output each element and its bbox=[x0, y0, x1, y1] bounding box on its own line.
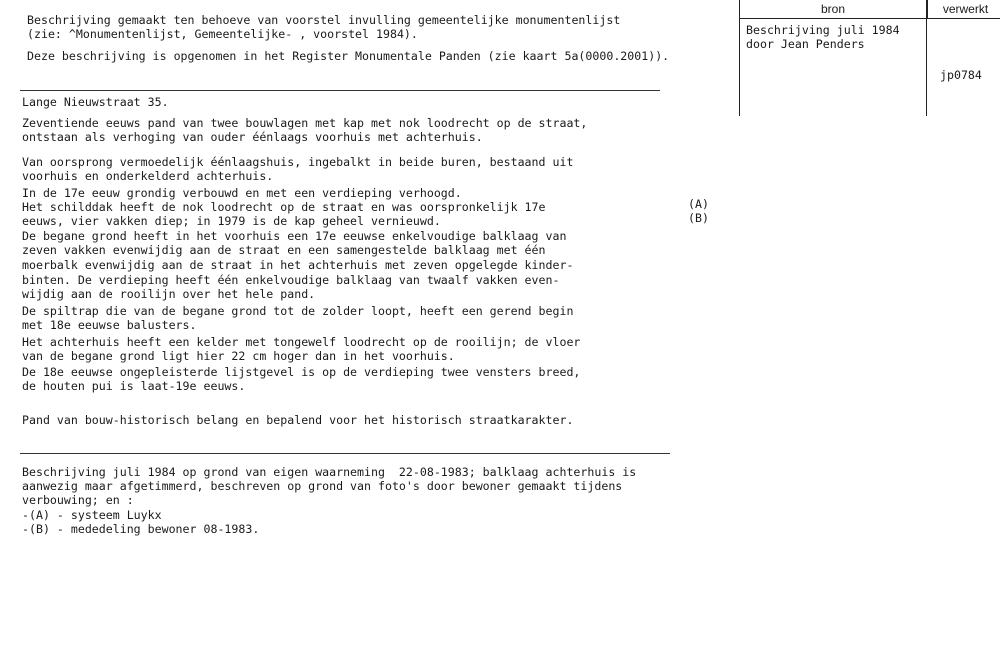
header-block bbox=[27, 14, 727, 64]
body-line: De begane grond heeft in het voorhuis een 17e eeuwse enkelvoudige balklaag van bbox=[22, 229, 567, 243]
address-block bbox=[22, 96, 622, 110]
body-line: zeven vakken evenwijdig aan de straat en een samengestelde balklaag met één bbox=[22, 243, 546, 257]
conclusion-text: Pand van bouw-historisch belang en bepalend voor het historisch straatkarakter. bbox=[22, 413, 574, 427]
intro-line-1: Zeventiende eeuws pand van twee bouwlagen met kap met nok loodrecht op de straat, bbox=[22, 116, 588, 130]
header-line-1: Beschrijving gemaakt ten behoeve van voorstel invulling gemeentelijke monumentenlijst bbox=[27, 13, 621, 27]
processed-code-text: jp0784 bbox=[940, 68, 982, 82]
header-line-3: Deze beschrijving is opgenomen in het Register Monumentale Panden (zie kaart 5a(0000.2001)). bbox=[27, 49, 670, 63]
body-line: In de 17e eeuw grondig verbouwd en met een verdieping verhoogd. bbox=[22, 186, 462, 200]
footer-line-1: Beschrijving juli 1984 op grond van eigen waarneming 22-08-1983; balklaag achterhuis is bbox=[22, 465, 637, 479]
intro-block bbox=[22, 117, 662, 145]
body-line: binten. De verdieping heeft één enkelvoudige balklaag van twaalf vakken even- bbox=[22, 273, 560, 287]
body-line: met 18e eeuwse balusters. bbox=[22, 318, 197, 332]
address-title: Lange Nieuwstraat 35. bbox=[22, 95, 169, 109]
divider-bottom bbox=[20, 453, 670, 454]
body-line: moerbalk evenwijdig aan de straat in het achterhuis met zeven opgelegde kinder- bbox=[22, 258, 574, 272]
margin-ref-a bbox=[688, 198, 718, 212]
margin-ref-b-text: (B) bbox=[688, 211, 709, 225]
body-line: Het achterhuis heeft een kelder met tongewelf loodrecht op de rooilijn; de vloer bbox=[22, 335, 581, 349]
body-line: wijdig aan de rooilijn over het hele pand. bbox=[22, 287, 316, 301]
body-line: De 18e eeuwse ongepleisterde lijstgevel is op de verdieping twee vensters breed, bbox=[22, 365, 581, 379]
body-line: voorhuis en onderkelderd achterhuis. bbox=[22, 169, 274, 183]
description-body bbox=[22, 156, 662, 396]
header-line-2: (zie: ^Monumentenlijst, Gemeentelijke- , voorstel 1984). bbox=[27, 27, 418, 41]
body-line: De spiltrap die van de begane grond tot de zolder loopt, heeft een gerend begin bbox=[22, 304, 574, 318]
source-table bbox=[739, 0, 1000, 116]
footer-line-4: -(A) - systeem Luykx bbox=[22, 508, 162, 522]
footer-block bbox=[22, 466, 722, 546]
column-header-bron: bron bbox=[740, 0, 926, 19]
body-line: Van oorsprong vermoedelijk éénlaagshuis, ingebalkt in beide buren, bestaand uit bbox=[22, 155, 574, 169]
divider-top bbox=[20, 90, 660, 91]
body-line: eeuws, vier vakken diep; in 1979 is de kap geheel vernieuwd. bbox=[22, 214, 441, 228]
column-divider bbox=[926, 0, 927, 116]
column-header-verwerkt: verwerkt bbox=[927, 0, 1000, 19]
margin-ref-a-text: (A) bbox=[688, 197, 709, 211]
body-line: van de begane grond ligt hier 22 cm hoger dan in het voorhuis. bbox=[22, 349, 455, 363]
conclusion-block bbox=[22, 414, 662, 428]
source-line-2: door Jean Penders bbox=[746, 37, 865, 51]
footer-line-5: -(B) - mededeling bewoner 08-1983. bbox=[22, 522, 260, 536]
footer-line-2: aanwezig maar afgetimmerd, beschreven op grond van foto's door bewoner gemaakt tijdens bbox=[22, 479, 623, 493]
intro-line-2: ontstaan als verhoging van ouder éénlaags voorhuis met achterhuis. bbox=[22, 130, 483, 144]
source-line-1: Beschrijving juli 1984 bbox=[746, 23, 900, 37]
margin-ref-b bbox=[688, 212, 718, 226]
footer-line-3: verbouwing; en : bbox=[22, 493, 134, 507]
body-line: Het schilddak heeft de nok loodrecht op de straat en was oorspronkelijk 17e bbox=[22, 200, 546, 214]
body-line: de houten pui is laat-19e eeuws. bbox=[22, 379, 246, 393]
